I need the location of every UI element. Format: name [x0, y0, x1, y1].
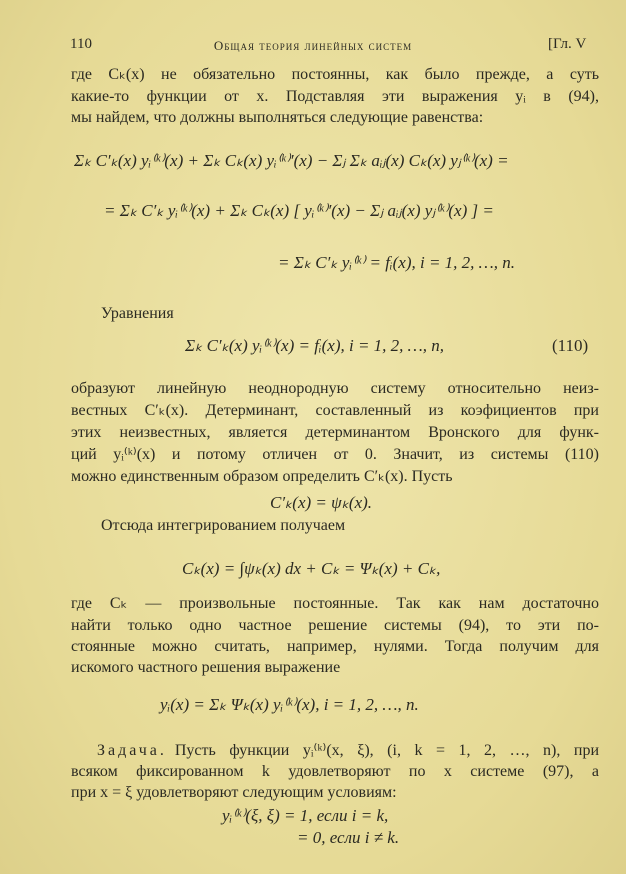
paragraph-line: можно единственным образом определить C′ₖ(x). Пусть [71, 468, 453, 485]
equation-line: = Σₖ C′ₖ yᵢ⁽ᵏ⁾ = fᵢ(x), i = 1, 2, …, n. [278, 253, 516, 272]
equation-psi: C′ₖ(x) = ψₖ(x). [270, 493, 373, 512]
paragraph-line: найти только одно частное решение системы (94), то эти по- [71, 617, 599, 634]
equation-number: (110) [552, 336, 589, 355]
equation-line: Σₖ C′ₖ(x) yᵢ⁽ᵏ⁾(x) + Σₖ Cₖ(x) yᵢ⁽ᵏ⁾′(x) − Σⱼ Σₖ aᵢⱼ(x) Cₖ(x) yⱼ⁽ᵏ⁾(x) = [74, 151, 509, 170]
paragraph-line: ций yᵢ⁽ᵏ⁾(x) и потому отличен от 0. Значит, из системы (110) [71, 446, 599, 463]
running-title: Общая теория линейных систем [213, 38, 413, 53]
paragraph-line: этих неизвестных, является детерминантом Вронского для функ- [71, 424, 599, 441]
paragraph-line: какие-то функции от x. Подставляя эти выражения yᵢ в (94), [71, 88, 599, 105]
paragraph-line: всяком фиксированном k удовлетворяют по x системе (97), а [71, 763, 599, 780]
paragraph-line: где Cₖ(x) не обязательно постоянны, как было прежде, а суть [71, 66, 599, 83]
paragraph-line: Пусть функции yᵢ⁽ᵏ⁾(x, ξ), (i, k = 1, 2, …, n), при [174, 742, 599, 759]
paragraph-line: искомого частного решения выражение [71, 659, 341, 676]
paragraph-line: стоянные можно считать, например, нулями. Тогда получим для [71, 638, 599, 655]
equation-line: = Σₖ C′ₖ yᵢ⁽ᵏ⁾(x) + Σₖ Cₖ(x) [ yᵢ⁽ᵏ⁾′(x) − Σⱼ aᵢⱼ(x) yⱼ⁽ᵏ⁾(x) ] = [104, 201, 494, 220]
paragraph-line: мы найдем, что должны выполняться следующие равенства: [71, 109, 484, 126]
equation-integral: Cₖ(x) = ∫ψₖ(x) dx + Cₖ = Ψₖ(x) + Cₖ, [182, 559, 441, 578]
equation-110: Σₖ C′ₖ(x) yᵢ⁽ᵏ⁾(x) = fᵢ(x), i = 1, 2, …, n, [185, 336, 445, 355]
equation-solution: yᵢ(x) = Σₖ Ψₖ(x) yᵢ⁽ᵏ⁾(x), i = 1, 2, …, n. [160, 695, 419, 714]
paragraph-line: вестных C′ₖ(x). Детерминант, составленный из коэфициентов при [71, 402, 599, 419]
chapter-label: [Гл. V [548, 36, 587, 52]
paragraph-line: образуют линейную неоднородную систему относительно неиз- [71, 380, 599, 397]
condition-line: = 0, если i ≠ k. [297, 828, 400, 847]
paragraph-line: при x = ξ удовлетворяют следующим условиям: [71, 784, 397, 801]
text-line: Уравнения [101, 305, 174, 322]
page-number: 110 [70, 36, 92, 52]
problem-label: Задача. [97, 742, 167, 759]
text-line: Отсюда интегрированием получаем [101, 517, 346, 534]
paragraph-line: где Cₖ — произвольные постоянные. Так как нам достаточно [71, 595, 599, 612]
condition-line: yᵢ⁽ᵏ⁾(ξ, ξ) = 1, если i = k, [222, 806, 389, 825]
